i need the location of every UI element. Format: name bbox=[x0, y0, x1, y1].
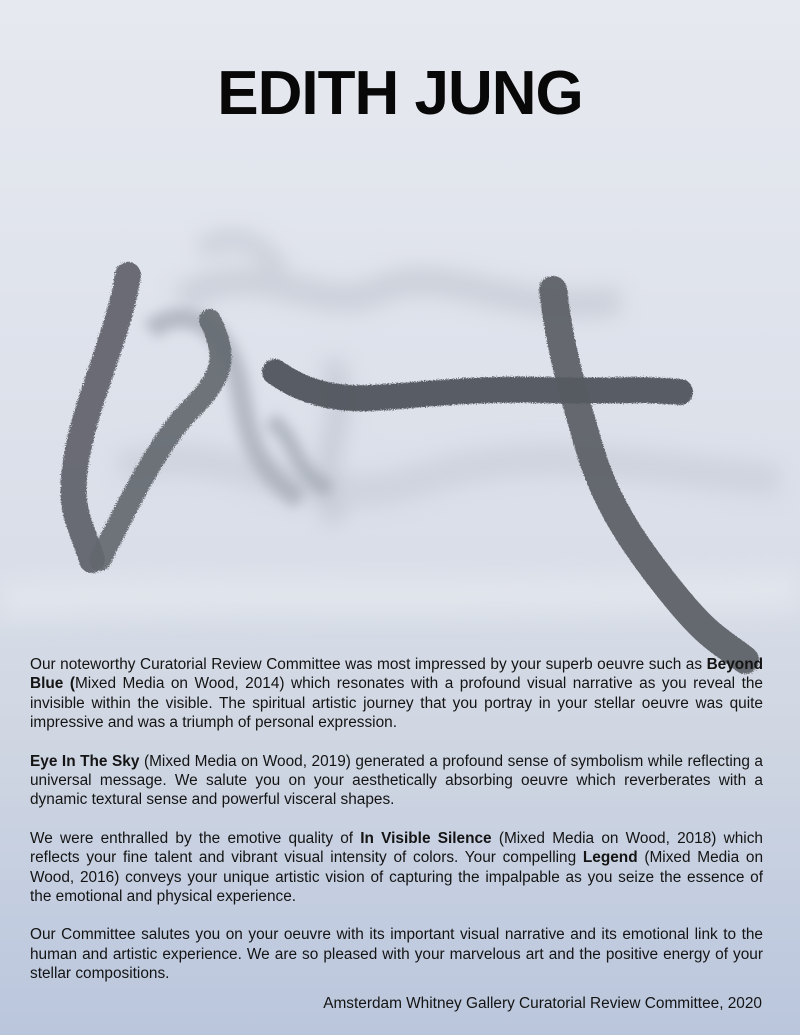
paragraph-text: (Mixed Media on Wood, 2019) generated a profound sense of symbolism while reflecting a universal message. We salute you on your aesthetically absorbing oeuvre which reverberates with a dynamic textural sense and powerful visceral shapes. bbox=[30, 752, 763, 809]
artwork-title: Legend bbox=[582, 849, 638, 867]
paragraph-text: Mixed Media on Wood, 2014) which resonates with a profound visual narrative as you reveal the invisible within the visible. The spiritual artistic journey that you portray in your stellar oeuvre was quite impressive and was a triumph of personal expression. bbox=[30, 675, 763, 732]
review-paragraph bbox=[30, 925, 763, 983]
paragraph-text: We were enthralled by the emotive quality of bbox=[30, 829, 361, 847]
review-paragraph bbox=[30, 752, 763, 810]
paragraph-text: Our noteworthy Curatorial Review Committee was most impressed by your superb oeuvre such as bbox=[30, 656, 707, 673]
artist-name-title: EDITH JUNG bbox=[217, 59, 583, 128]
paragraph-text: Our Committee salutes you on your oeuvre with its important visual narrative and its emotional link to the human and artistic experience. We are so pleased with your marvelous art and the positive energy of your stellar compositions. bbox=[30, 926, 763, 983]
artwork-title: Beyond Blue ( bbox=[30, 656, 763, 693]
paragraph-text: (Mixed Media on Wood, 2016) conveys your unique artistic vision of capturing the impalpable as you seize the essence of the emotional and physical experience. bbox=[30, 849, 764, 906]
review-body bbox=[30, 655, 763, 984]
paragraph-text: (Mixed Media on Wood, 2018) which reflects your fine talent and vibrant visual intensity of colors. Your compelling bbox=[30, 829, 763, 867]
artwork-title: In Visible Silence bbox=[360, 829, 492, 847]
review-paragraph bbox=[30, 655, 763, 733]
review-paragraph bbox=[30, 829, 763, 907]
artwork-title: Eye In The Sky bbox=[30, 752, 140, 770]
signature-line: Amsterdam Whitney Gallery Curatorial Review Committee, 2020 bbox=[323, 995, 762, 1012]
